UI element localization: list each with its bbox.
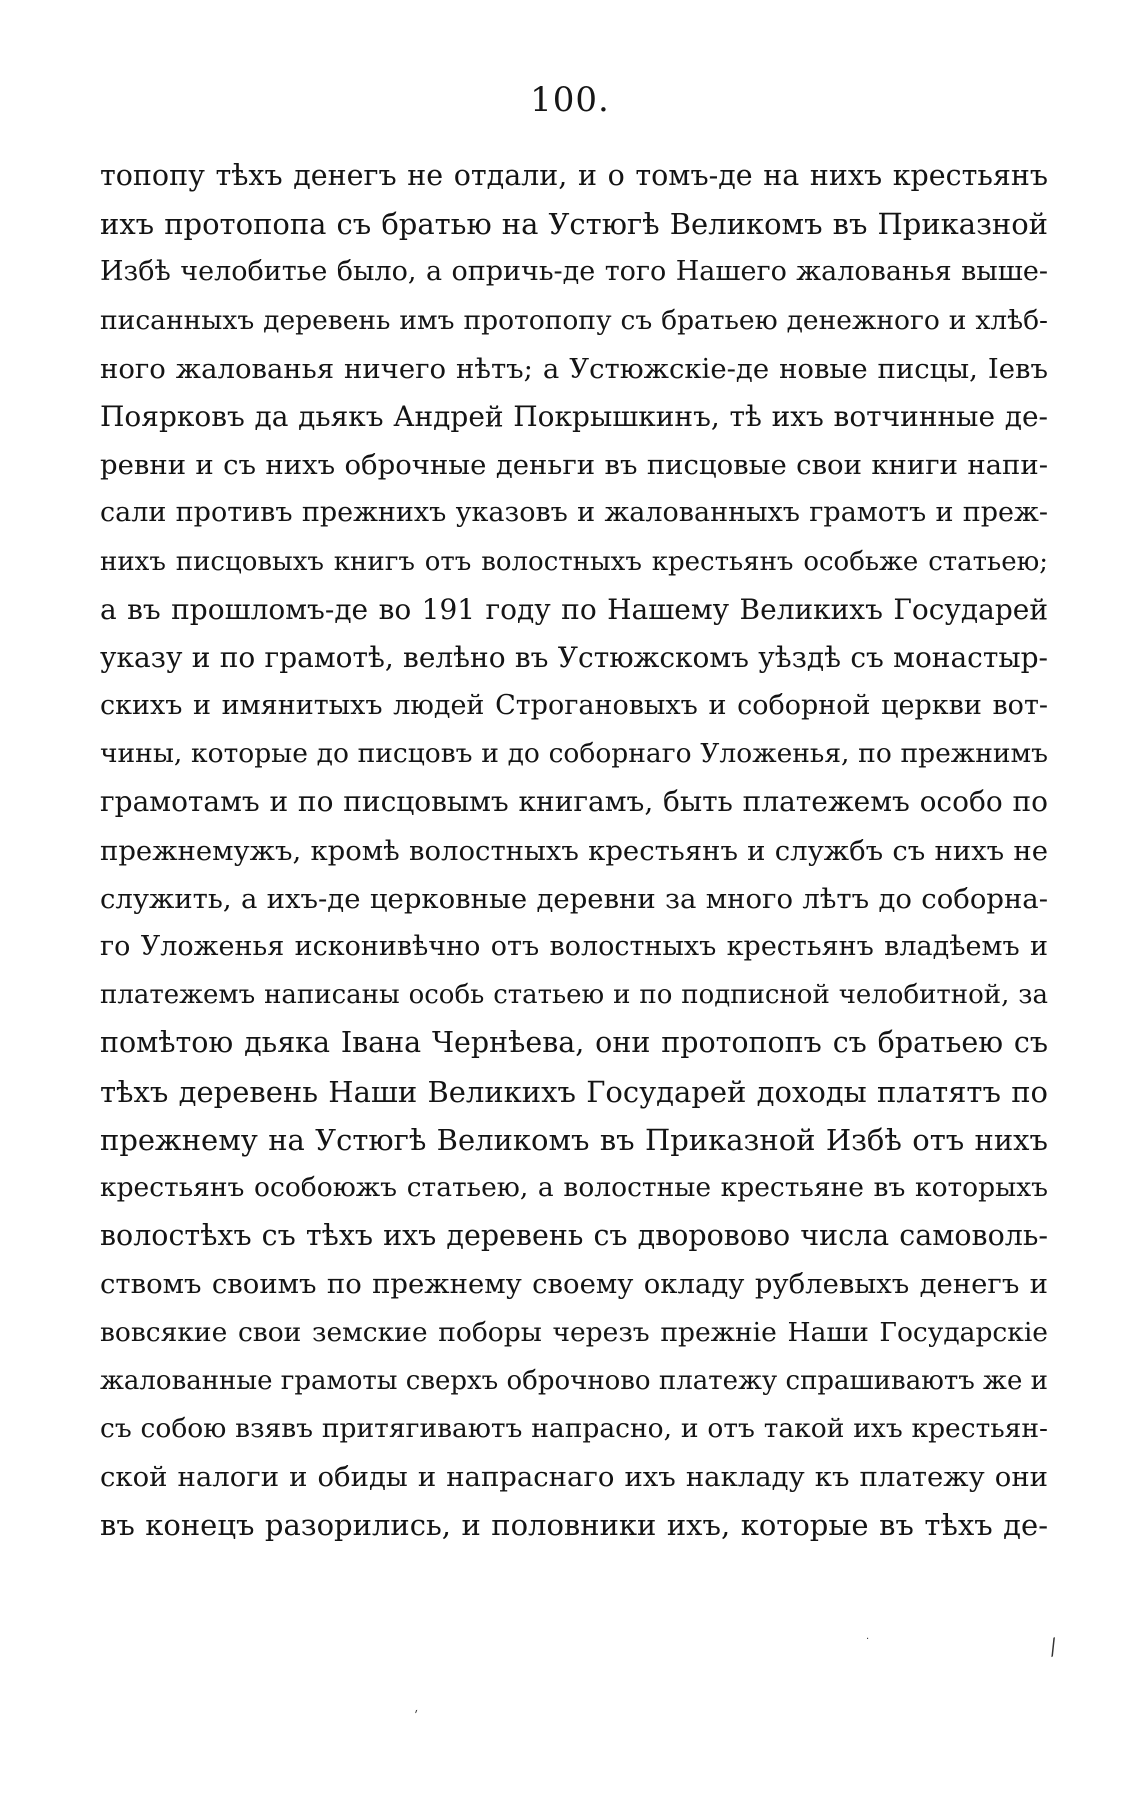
text-line: грамотамъ и по писцовымъ книгамъ, быть платежемъ особо по [100, 785, 1048, 819]
text-line: Поярковъ да дьякъ Андрей Покрышкинъ, тѣ ихъ вотчинные де- [100, 399, 1048, 433]
text-line: платежемъ написаны особь статьею и по подписной челобитной, за [100, 980, 1048, 1011]
text-line: топопу тѣхъ денегъ не отдали, и о томъ-де на нихъ крестьянъ [100, 159, 1048, 192]
text-line: ской налоги и обиды и напраснаго ихъ накладу къ платежу они [100, 1461, 1048, 1494]
text-line: прежнемужъ, кромѣ волостныхъ крестьянъ и службъ съ нихъ не [100, 834, 1048, 867]
text-line: прежнему на Устюгѣ Великомъ въ Приказной Избѣ отъ нихъ [100, 1122, 1048, 1157]
text-line: указу и по грамотѣ, велѣно въ Устюжскомъ уѣздѣ съ монастыр- [100, 640, 1048, 674]
text-line: сали противъ прежнихъ указовъ и жалованныхъ грамотъ и преж- [100, 497, 1048, 529]
text-line: жалованные грамоты сверхъ оброчново платежу спрашиваютъ же и [100, 1365, 1048, 1396]
text-line: писанныхъ деревень имъ протопопу съ братьею денежного и хлѣб- [100, 304, 1048, 336]
text-line: ихъ протопопа съ братью на Устюгѣ Великомъ въ Приказной [100, 207, 1048, 242]
text-line: ревни и съ нихъ оброчные деньги въ писцовые свои книги напи- [100, 449, 1048, 482]
text-line: съ собою взявъ притягиваютъ напрасно, и отъ такой ихъ крестьян- [100, 1412, 1048, 1444]
text-line: а въ прошломъ-де во 191 году по Нашему Великихъ Государей [100, 592, 1048, 626]
page-number: 100. [530, 80, 610, 120]
text-line: го Уложенья исконивѣчно отъ волостныхъ крестьянъ владѣемъ и [100, 931, 1048, 962]
text-line: тѣхъ деревень Наши Великихъ Государей доходы платятъ по [100, 1074, 1048, 1109]
text-line: волостѣхъ съ тѣхъ ихъ деревень съ дворовово числа самоволь- [100, 1219, 1048, 1253]
text-line: нихъ писцовыхъ книгъ отъ волостныхъ крестьянъ особьже статьею; [100, 546, 1048, 577]
text-line: помѣтою дьяка Івана Чернѣева, они протопопъ съ братьею съ [100, 1026, 1048, 1060]
text-line: крестьянъ особоюжъ статьею, а волостные крестьяне въ которыхъ [100, 1171, 1048, 1203]
scan-speck: ˏ [407, 1697, 420, 1715]
body-text [100, 152, 1048, 1549]
text-line: скихъ и имянитыхъ людей Строгановыхъ и соборной церкви вот- [100, 690, 1048, 722]
scan-speck: · [866, 1634, 870, 1645]
scan-speck: ⁄ [1046, 1636, 1061, 1661]
text-line: служить, а ихъ-де церковные деревни за много лѣтъ до соборна- [100, 882, 1048, 915]
text-line: вовсякие свои земские поборы черезъ прежніе Наши Государскіе [100, 1316, 1048, 1348]
text-line: чины, которые до писцовъ и до соборнаго Уложенья, по прежнимъ [100, 738, 1048, 770]
text-line: ного жалованья ничего нѣтъ; а Устюжскіе-де новые писцы, Іевъ [100, 352, 1048, 385]
text-line: ствомъ своимъ по прежнему своему окладу рублевыхъ денегъ и [100, 1268, 1048, 1301]
text-line: въ конецъ разорились, и половники ихъ, которые въ тѣхъ де- [100, 1508, 1048, 1543]
text-line: Избѣ челобитье было, а опричь-де того Нашего жалованья выше- [100, 256, 1048, 288]
